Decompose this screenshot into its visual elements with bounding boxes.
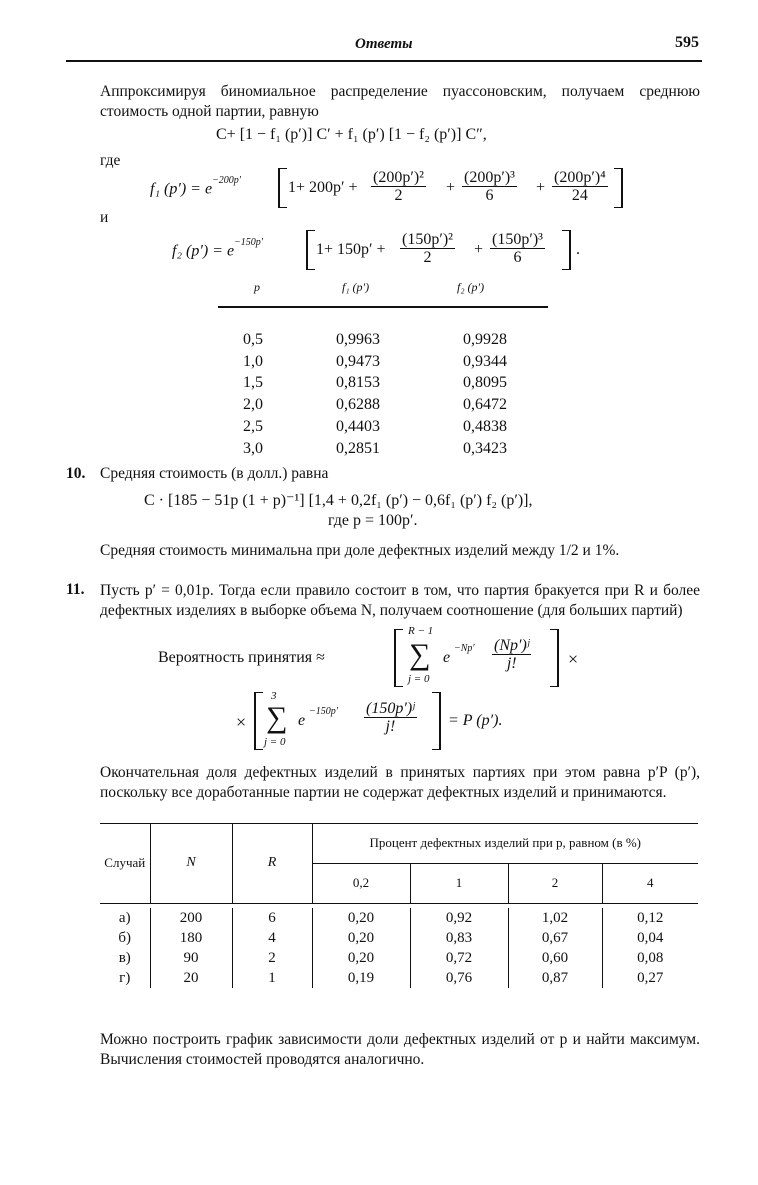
acceptance-left-bracket [394, 629, 403, 687]
sum2-left-bracket [254, 692, 263, 750]
sum2-right-bracket [432, 692, 441, 750]
table1-header-p: p [254, 280, 260, 294]
table1-col-f2 [463, 329, 507, 459]
table2-subheader: 2 [508, 863, 602, 903]
f1-frac-3: $\frac{\text{(200p′)³}}{6}$ [464, 169, 515, 204]
item-10-formula: C · [185 − 51p (1 + p)⁻¹] [1,4 + 0,2f₁ (p′) − 0,6f₁ (p′) f₂ (p′)], [144, 492, 533, 509]
sum1-exp: −Np′ [454, 643, 475, 654]
f2-frac-2: $\frac{\text{(150p′)²}}{2}$ [402, 231, 453, 266]
table1-cell: 3,0 [243, 439, 263, 457]
sum1-upper: R − 1 [408, 625, 434, 637]
sum1-frac: $\frac{\text{(Np′)ʲ}}{j!}$ [494, 637, 530, 672]
f1-left-bracket [278, 168, 287, 208]
table1-cell: 2,5 [243, 417, 263, 435]
table1-cell: 0,6288 [336, 396, 380, 414]
acceptance-formula-line1 [158, 625, 638, 689]
sum1-lower: j = 0 [408, 673, 430, 685]
table-row: а) 200 6 0,20 0,92 1,02 0,12 [100, 908, 698, 928]
acceptance-right-bracket [550, 629, 559, 687]
f1-exponent: −200p′ [212, 175, 241, 186]
table1-col-f1 [336, 329, 380, 459]
f2-right-bracket [562, 230, 571, 270]
table1-cell: 1,5 [243, 374, 263, 392]
times-sign-2: × [236, 712, 247, 732]
header-rule [66, 60, 702, 62]
f1-lhs: f₁ (p′) = e [150, 180, 213, 198]
f2-left-bracket [306, 230, 315, 270]
f1-terms: 1+ 200p′ + [288, 179, 358, 196]
table1-cell: 0,4838 [463, 417, 507, 435]
item-10-conclusion: Средняя стоимость минимальна при доле дефектных изделий между 1/2 и 1%. [100, 542, 620, 559]
table2-header-n: N [150, 824, 232, 903]
table1-cell: 0,9928 [463, 331, 507, 348]
where-label: где [100, 152, 121, 169]
table1-cell: 0,9344 [463, 352, 507, 370]
table1-header-f2: f₂ (p′) [457, 280, 485, 294]
table2-subheader: 4 [647, 875, 654, 890]
f1-frac-2: $\frac{\text{(200p′)²}}{2}$ [373, 169, 424, 204]
table1-cell: 0,5 [243, 331, 263, 348]
running-header-title: Ответы [355, 36, 413, 52]
acceptance-label: Вероятность принятия ≈ [158, 649, 325, 666]
average-cost-formula: C+ [1 − f₁ (p′)] C′ + f₁ (p′) [1 − f₂ (p′)] C″, [216, 126, 487, 143]
table-row: г) 20 1 0,19 0,76 0,87 0,27 [100, 968, 698, 988]
intro-paragraph: Аппроксимируя биномиальное распределение пуассоновским, получаем среднюю стоимость одной партии, равную [100, 83, 700, 120]
sum2-upper: 3 [271, 690, 277, 702]
table1-cell: 0,6472 [463, 396, 507, 414]
table1-cell: 0,9473 [336, 352, 380, 370]
table1-cell: 0,2851 [336, 439, 380, 457]
table1-header-f1: f₁ (p′) [342, 280, 370, 294]
table-row: б) 180 4 0,20 0,83 0,67 0,04 [100, 928, 698, 948]
item-11-number: 11. [66, 581, 85, 598]
table1-cell: 0,9963 [336, 331, 380, 348]
f2-exponent: −150p′ [234, 237, 263, 248]
item-10-number: 10. [66, 465, 86, 482]
table1-cell: 0,4403 [336, 417, 380, 435]
sum2-exp: −150p′ [309, 706, 338, 717]
table1-cell: 0,8153 [336, 374, 380, 392]
table2-header-r: R [232, 824, 312, 903]
sum1-sigma: ∑ [409, 638, 431, 671]
page-number: 595 [675, 34, 699, 51]
item-11-conclusion: Окончательная доля дефектных изделий в принятых партиях при этом равна p′P (p′), поскольку все доработанные партии не содержат дефектных изделий и принимаются. [100, 764, 700, 801]
sum2-lower: j = 0 [264, 736, 286, 748]
sum2-e: e [298, 712, 306, 729]
sum2-sigma: ∑ [266, 701, 288, 734]
sum2-frac: $\frac{\text{(150p′)ʲ}}{j!}$ [366, 700, 415, 735]
closing-paragraph: Можно построить график зависимости доли дефектных изделий от p и найти максимум. Вычисления стоимостей проводятся аналогично. [100, 1031, 700, 1068]
table1-cell: 1,0 [243, 352, 263, 370]
acceptance-result: = P (p′). [448, 712, 503, 729]
times-sign: × [568, 649, 579, 669]
f1-right-bracket [614, 168, 623, 208]
table2-header-case: Случай [100, 824, 150, 903]
f2-terms: 1+ 150p′ + [316, 241, 386, 258]
table2-subheader: 0,2 [312, 863, 410, 903]
sum1-e: e [443, 649, 451, 666]
acceptance-formula-line2 [236, 690, 596, 754]
table1-cell: 0,3423 [463, 439, 507, 457]
f2-frac-3: $\frac{\text{(150p′)³}}{6}$ [492, 231, 543, 266]
table2-subheader: 1 [410, 863, 508, 903]
and-label: и [100, 209, 109, 226]
results-table [100, 823, 698, 988]
item-10-text: Средняя стоимость (в долл.) равна [100, 465, 329, 482]
table1-col-p [243, 329, 263, 459]
item-10-where: где p = 100p′. [328, 512, 418, 529]
f1-frac-4: $\frac{\text{(200p′)⁴}}{24}$ [554, 169, 606, 204]
table1-header-rule [218, 306, 548, 308]
item-11-text: Пусть p′ = 0,01p. Тогда если правило состоит в том, что партия бракуется при R и более дефектных изделиях в выборке объема N, получаем соотношение (для больших партий) [100, 582, 700, 619]
table1-cell: 2,0 [243, 396, 263, 414]
table1-cell: 0,8095 [463, 374, 507, 392]
table-row: в) 90 2 0,20 0,72 0,60 0,08 [100, 948, 698, 968]
f2-lhs: f₂ (p′) = e [172, 242, 235, 260]
table2-group-header: Процент дефектных изделий при p, равном (в %) [312, 824, 698, 863]
